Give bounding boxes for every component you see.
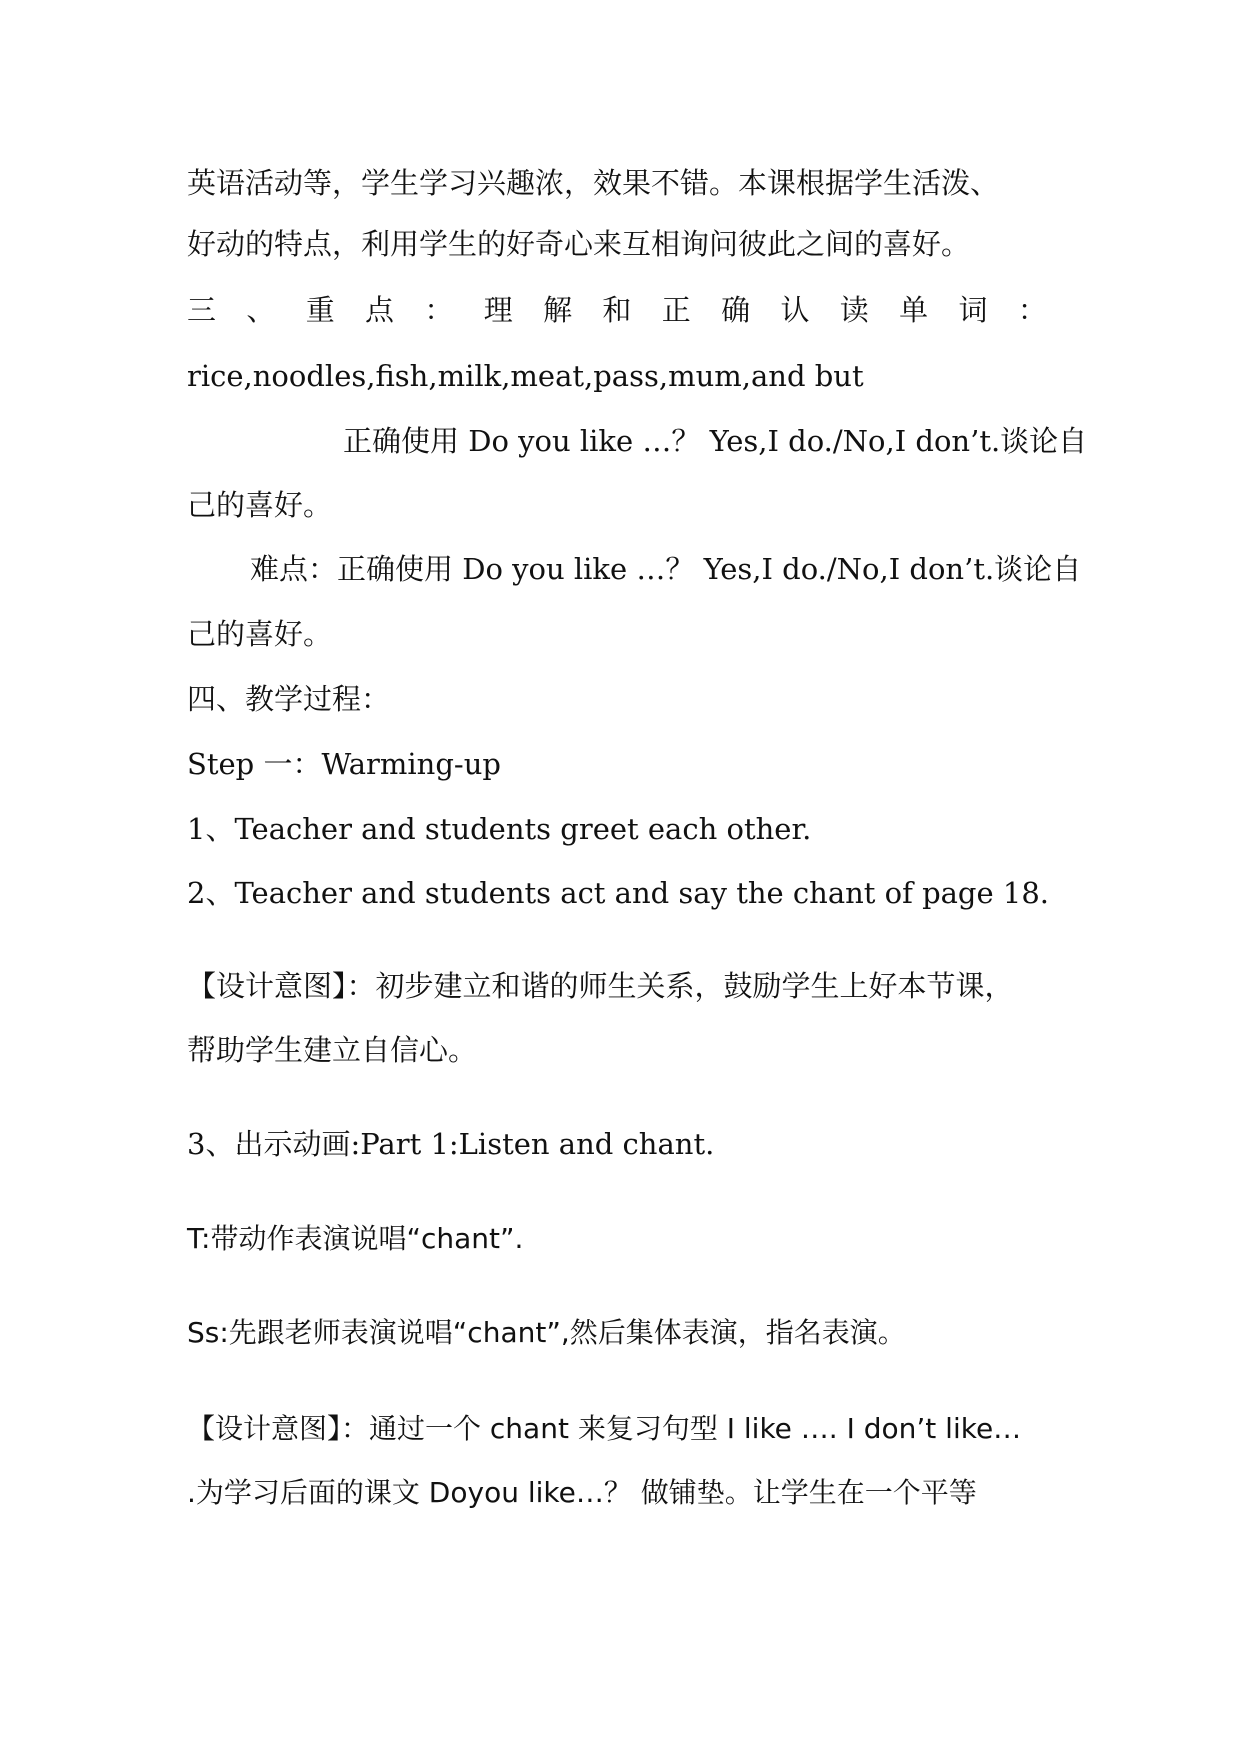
text-line: 英语活动等，学生学习兴趣浓，效果不错。本课根据学生活泼、 [187,166,1000,200]
heading-char: 、 [246,293,276,327]
text-line: 己的喜好。 [187,488,333,522]
list-item: 2、Teacher and students act and say the chant of page 18. [187,876,1049,910]
heading-char: 解 [543,293,573,327]
heading-char: 和 [602,293,632,327]
list-item: 3、出示动画:Part 1:Listen and chant. [187,1127,715,1161]
heading-char: 词 [958,293,988,327]
heading-char: 重 [305,293,335,327]
heading-char: 读 [839,293,869,327]
difficult-point-line: 难点：正确使用 Do you like …？ Yes,I do./No,I don’t.谈论自 [250,552,1082,586]
heading-char: ： [424,293,454,327]
key-points-heading [187,290,1047,330]
heading-char: 单 [899,293,929,327]
teacher-line: T:带动作表演说唱“chant”. [187,1222,524,1255]
text-line: 正确使用 Do you like …？ Yes,I do./No,I don’t.谈论自 [343,424,1088,458]
text-line: .为学习后面的课文 Doyou like…？ 做铺垫。让学生在一个平等 [187,1476,977,1509]
section-heading: 四、教学过程： [187,682,391,716]
heading-char: 确 [721,293,751,327]
text-line: 帮助学生建立自信心。 [187,1033,478,1067]
heading-char: 认 [780,293,810,327]
text-line: 好动的特点，利用学生的好奇心来互相询问彼此之间的喜好。 [187,227,971,261]
heading-char: ： [1017,293,1047,327]
heading-char: 三 [187,293,217,327]
heading-char: 正 [661,293,691,327]
step-heading: Step 一：Warming-up [187,747,501,781]
students-line: Ss:先跟老师表演说唱“chant”,然后集体表演，指名表演。 [187,1316,906,1349]
heading-char: 理 [483,293,513,327]
list-item: 1、Teacher and students greet each other. [187,812,812,846]
design-intent-line: 【设计意图】：初步建立和谐的师生关系，鼓励学生上好本节课， [187,969,1014,1003]
vocabulary-line: rice,noodles,fish,milk,meat,pass,mum,and but [187,359,864,393]
heading-char: 点 [365,293,395,327]
text-line: 己的喜好。 [187,617,333,651]
design-intent-line: 【设计意图】：通过一个 chant 来复习句型 I like …. I don’t like… [187,1412,1022,1445]
